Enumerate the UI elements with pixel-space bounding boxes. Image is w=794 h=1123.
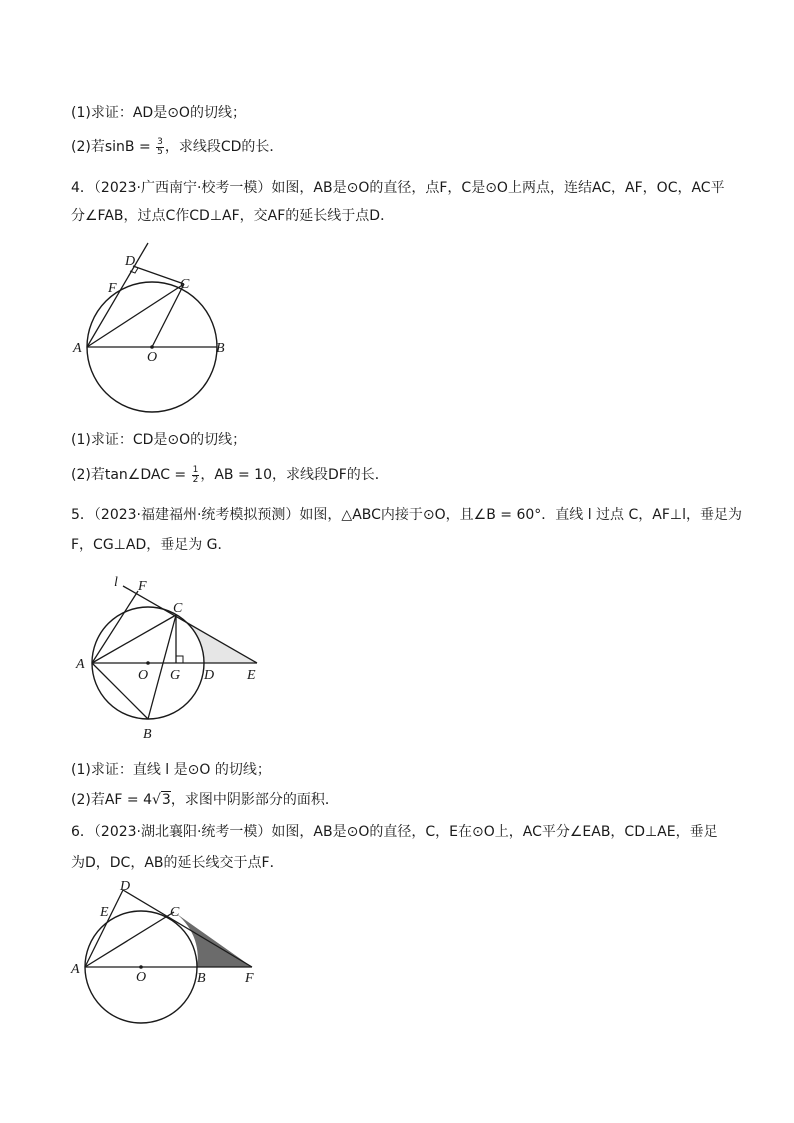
q4-label-c: C xyxy=(180,277,190,292)
q4-frac-den: 2 xyxy=(192,474,199,485)
q4-figure xyxy=(70,240,240,415)
q4-part1: (1)求证：CD是⊙O的切线； xyxy=(71,432,247,448)
q6-label-o: O xyxy=(136,970,147,985)
q5-segment-af xyxy=(92,591,138,663)
q5-label-e: E xyxy=(247,668,256,683)
q6-label-f: F xyxy=(245,971,254,986)
q5-center-dot xyxy=(146,661,150,665)
q6-center-dot xyxy=(139,965,143,969)
q4-segment-oc xyxy=(152,284,184,347)
q5-part2-sqrt: √3 xyxy=(152,792,171,808)
q6-label-e: E xyxy=(100,905,109,920)
q4-segment-dc xyxy=(133,266,184,284)
q5-stem-line1: 5．（2023·福建福州·统考模拟预测）如图，△ABC内接于⊙O，且∠B = 60°．直线 l 过点 C，AF⊥l，垂足为 xyxy=(71,507,742,523)
q5-stem-line2: F，CG⊥AD，垂足为 G． xyxy=(71,537,232,553)
q5-part2-pre: (2)若AF = 4 xyxy=(71,792,152,808)
q5-part2-post: ，求图中阴影部分的面积． xyxy=(170,792,339,808)
q5-right-angle-mark xyxy=(176,656,183,663)
q6-label-a: A xyxy=(71,962,80,977)
q4-part2-post: ，AB = 10，求线段DF的长． xyxy=(200,467,389,483)
q6-line-df xyxy=(123,890,252,967)
q6-label-d: D xyxy=(120,879,131,894)
q4-label-f: F xyxy=(108,281,117,296)
q4-frac-num: 1 xyxy=(192,464,199,475)
q6-shaded-region xyxy=(174,912,252,967)
q5-label-o: O xyxy=(138,668,149,683)
q4-center-dot xyxy=(150,345,154,349)
q3-frac-den: 5 xyxy=(157,146,163,157)
q4-line-ad-extended xyxy=(87,243,148,347)
q4-label-d: D xyxy=(125,254,136,269)
q5-segment-ac xyxy=(92,615,176,663)
q3-part2 xyxy=(71,137,283,157)
q5-part1: (1)求证：直线 l 是⊙O 的切线； xyxy=(71,762,271,778)
q3-part2-pre: (2)若sinB = xyxy=(71,139,156,155)
q5-tangent-line-l xyxy=(123,586,257,663)
q5-label-g: G xyxy=(170,668,181,683)
q4-segment-ac xyxy=(87,284,184,347)
q4-part2-pre: (2)若tan∠DAC = xyxy=(71,467,191,483)
q3-part2-post: ，求线段CD的长． xyxy=(164,139,284,155)
q4-part2-fraction xyxy=(192,466,200,485)
q6-stem-line2: 为D，DC，AB的延长线交于点F． xyxy=(71,855,284,871)
q4-label-a: A xyxy=(73,341,82,356)
q5-figure xyxy=(70,572,270,744)
q5-label-a: A xyxy=(76,657,85,672)
q6-stem-line1: 6．（2023·湖北襄阳·统考一模）如图，AB是⊙O的直径，C，E在⊙O上，AC平分∠EAB，CD⊥AE，垂足 xyxy=(71,824,718,840)
q3-part2-fraction xyxy=(156,138,164,157)
q5-label-b: B xyxy=(143,727,152,742)
q3-frac-num: 3 xyxy=(157,136,163,147)
q6-label-c: C xyxy=(170,905,180,920)
q5-label-f: F xyxy=(138,579,147,594)
q5-part2 xyxy=(71,790,339,810)
q5-label-d: D xyxy=(204,668,215,683)
q4-label-b: B xyxy=(216,341,225,356)
q5-segment-bc xyxy=(148,615,176,719)
q4-stem-line1: 4．（2023·广西南宁·校考一模）如图，AB是⊙O的直径，点F，C是⊙O上两点，连结AC，AF，OC，AC平 xyxy=(71,180,725,196)
q4-stem-line2: 分∠FAB，过点C作CD⊥AF，交AF的延长线于点D． xyxy=(71,208,395,224)
q6-figure xyxy=(70,878,270,1028)
q5-label-c: C xyxy=(173,601,183,616)
q5-sqrt-radicand: 3 xyxy=(161,792,171,808)
q4-label-o: O xyxy=(147,350,158,365)
q4-part2 xyxy=(71,465,389,485)
q6-label-b: B xyxy=(197,971,206,986)
q5-label-l: l xyxy=(114,575,118,590)
q3-part1: (1)求证：AD是⊙O的切线； xyxy=(71,105,246,121)
